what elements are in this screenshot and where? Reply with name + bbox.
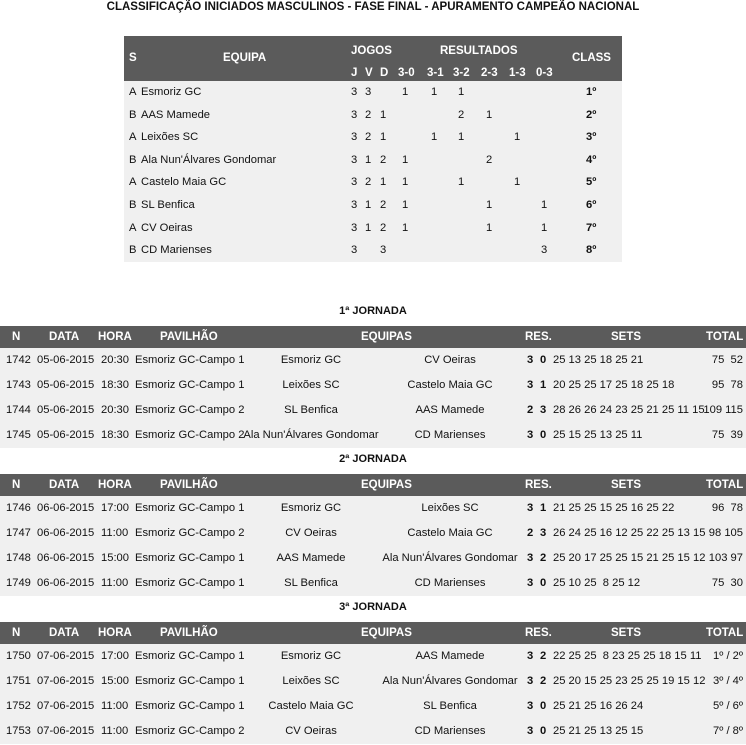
match-cell-hora: 11:00 <box>101 700 129 712</box>
col-equipa: EQUIPA <box>223 52 267 64</box>
match-cell-hora: 11:00 <box>101 577 129 589</box>
match-cell-ra: 3 <box>540 404 547 416</box>
standings-cell-r30: 1 <box>402 176 409 189</box>
col-3-1: 3-1 <box>427 67 444 79</box>
standings-cell-r30: 1 <box>402 221 409 234</box>
match-row <box>0 398 746 423</box>
standings-cell-class: 5º <box>586 176 597 189</box>
match-cell-rh: 2 <box>527 527 534 539</box>
match-cell-n: 1750 <box>6 650 31 662</box>
match-row <box>0 571 746 596</box>
match-cell-sets: 25 20 17 25 25 15 21 25 15 12 <box>553 552 706 564</box>
match-cell-n: 1749 <box>6 577 31 589</box>
match-cell-hora: 20:30 <box>101 404 129 416</box>
standings-cell-d: 3 <box>380 244 387 257</box>
match-cell-data: 06-06-2015 <box>37 552 95 564</box>
match-cell-sets: 28 26 26 24 23 25 21 25 11 15 <box>553 404 705 416</box>
match-cell-hora: 17:00 <box>101 502 129 514</box>
match-cell-pavilhao: Esmoriz GC-Campo 1 <box>135 700 245 712</box>
match-cell-data: 06-06-2015 <box>37 502 95 514</box>
standings-cell-equipa: SL Benfica <box>141 198 195 211</box>
col-data: DATA <box>49 331 80 343</box>
standings-cell-class: 6º <box>586 198 597 211</box>
standings-cell-r03: 1 <box>541 198 548 211</box>
match-cell-rh: 3 <box>527 650 534 662</box>
col-n: N <box>12 479 21 491</box>
match-cell-home: CV Oeiras <box>285 725 337 737</box>
col-total: TOTAL <box>706 479 744 491</box>
match-cell-total: 98 105 <box>708 527 743 539</box>
col-sets: SETS <box>611 627 642 639</box>
match-cell-home: AAS Mamede <box>276 552 346 564</box>
match-cell-sets: 21 25 25 15 25 16 25 22 <box>553 502 675 514</box>
col-0-3: 0-3 <box>536 67 553 79</box>
match-cell-away: CD Marienses <box>414 429 486 441</box>
standings-cell-j: 3 <box>351 221 358 234</box>
match-cell-ra: 0 <box>540 725 547 737</box>
match-cell-total: 103 97 <box>708 552 743 564</box>
standings-cell-equipa: Ala Nun'Álvares Gondomar <box>141 153 277 166</box>
page-title: CLASSIFICAÇÃO INICIADOS MASCULINOS - FASE FINAL - APURAMENTO CAMPEÃO NACIONAL <box>106 1 640 13</box>
match-cell-n: 1753 <box>6 725 31 737</box>
match-cell-home: Esmoriz GC <box>280 354 342 366</box>
match-cell-n: 1745 <box>6 429 31 441</box>
standings-row <box>124 126 622 149</box>
match-cell-rh: 3 <box>527 700 534 712</box>
match-cell-away: CD Marienses <box>414 577 486 589</box>
col-equipas: EQUIPAS <box>361 479 412 491</box>
match-cell-rh: 3 <box>527 577 534 589</box>
jornada-title: 1ª JORNADA <box>339 305 407 317</box>
match-cell-hora: 18:30 <box>101 379 129 391</box>
standings-header <box>124 36 622 81</box>
col-pavilhao: PAVILHÃO <box>160 331 218 343</box>
standings-cell-class: 1º <box>586 86 597 98</box>
match-cell-pavilhao: Esmoriz GC-Campo 1 <box>135 354 245 366</box>
col-total: TOTAL <box>706 627 744 639</box>
match-cell-ra: 1 <box>540 379 547 391</box>
match-cell-data: 05-06-2015 <box>37 354 95 366</box>
col-3-0: 3-0 <box>398 67 415 79</box>
match-cell-ra: 0 <box>540 577 547 589</box>
standings-cell-d: 1 <box>380 176 387 189</box>
matches-header <box>0 326 746 348</box>
standings-cell-d: 1 <box>380 108 387 121</box>
standings-cell-class: 7º <box>586 221 597 234</box>
col-n: N <box>12 331 21 343</box>
match-row <box>0 348 746 373</box>
standings-cell-equipa: Esmoriz GC <box>141 86 202 98</box>
standings-cell-j: 3 <box>351 86 358 98</box>
match-cell-ra: 0 <box>540 429 547 441</box>
match-cell-total: 95 78 <box>711 379 743 391</box>
match-row <box>0 521 746 546</box>
match-cell-sets: 25 21 25 13 25 15 <box>553 725 644 737</box>
col-equipas: EQUIPAS <box>361 331 412 343</box>
match-cell-away: Ala Nun'Álvares Gondomar <box>382 675 518 687</box>
match-row <box>0 373 746 398</box>
match-cell-home: SL Benfica <box>284 577 338 589</box>
match-cell-n: 1752 <box>6 700 31 712</box>
match-cell-pavilhao: Esmoriz GC-Campo 2 <box>135 404 245 416</box>
standings-row <box>124 217 622 240</box>
standings-cell-r31: 1 <box>431 86 438 98</box>
standings-cell-j: 3 <box>351 108 358 121</box>
match-cell-n: 1742 <box>6 354 31 366</box>
standings-cell-s: A <box>129 221 137 234</box>
match-cell-rh: 3 <box>527 429 534 441</box>
standings-cell-r31: 1 <box>431 131 438 144</box>
match-cell-total: 1º / 2º <box>713 650 743 662</box>
col-jogos: JOGOS <box>351 45 392 57</box>
col-equipas: EQUIPAS <box>361 627 412 639</box>
standings-cell-v: 1 <box>365 198 372 211</box>
match-cell-home: Leixões SC <box>282 379 340 391</box>
match-cell-total: 109 115 <box>703 404 743 416</box>
standings-cell-s: B <box>129 153 137 166</box>
standings-cell-r23: 1 <box>486 221 493 234</box>
standings-row <box>124 81 622 104</box>
match-cell-n: 1748 <box>6 552 31 564</box>
match-row <box>0 546 746 571</box>
standings-cell-v: 1 <box>365 221 372 234</box>
match-cell-away: Castelo Maia GC <box>407 527 493 539</box>
match-cell-pavilhao: Esmoriz GC-Campo 2 <box>135 429 245 441</box>
col-data: DATA <box>49 479 80 491</box>
match-cell-n: 1746 <box>6 502 31 514</box>
col-hora: HORA <box>98 627 132 639</box>
match-cell-away: Ala Nun'Álvares Gondomar <box>382 552 518 564</box>
standings-cell-r32: 1 <box>458 131 465 144</box>
col-sets: SETS <box>611 331 642 343</box>
standings-cell-s: A <box>129 176 137 189</box>
match-cell-pavilhao: Esmoriz GC-Campo 1 <box>135 379 245 391</box>
col-data: DATA <box>49 627 80 639</box>
match-cell-n: 1743 <box>6 379 31 391</box>
match-cell-away: AAS Mamede <box>415 650 485 662</box>
match-row <box>0 423 746 448</box>
standings-cell-v: 1 <box>365 153 372 166</box>
col-res: RES. <box>525 479 552 491</box>
standings-row <box>124 171 622 194</box>
standings-row <box>124 149 622 172</box>
match-row <box>0 669 746 694</box>
jornada-title: 2ª JORNADA <box>339 453 407 465</box>
match-cell-pavilhao: Esmoriz GC-Campo 1 <box>135 552 245 564</box>
standings-cell-r13: 1 <box>514 131 521 144</box>
col-d: D <box>380 67 389 79</box>
match-cell-total: 5º / 6º <box>713 700 743 712</box>
col-j: J <box>351 67 358 79</box>
col-pavilhao: PAVILHÃO <box>160 479 218 491</box>
standings-cell-s: B <box>129 108 137 121</box>
standings-row <box>124 104 622 127</box>
match-cell-total: 96 78 <box>711 502 743 514</box>
match-cell-sets: 25 20 15 25 23 25 25 19 15 12 <box>553 675 706 687</box>
standings-cell-equipa: CV Oeiras <box>141 221 193 234</box>
match-cell-away: SL Benfica <box>423 700 477 712</box>
col-3-2: 3-2 <box>453 67 470 79</box>
match-cell-ra: 2 <box>540 650 547 662</box>
standings-cell-r23: 2 <box>486 153 493 166</box>
standings-cell-r32: 1 <box>458 176 465 189</box>
standings-cell-j: 3 <box>351 244 358 257</box>
match-cell-data: 05-06-2015 <box>37 404 95 416</box>
match-cell-data: 06-06-2015 <box>37 527 95 539</box>
match-cell-pavilhao: Esmoriz GC-Campo 1 <box>135 502 245 514</box>
match-cell-rh: 3 <box>527 502 534 514</box>
match-cell-sets: 22 25 25 8 23 25 25 18 15 11 <box>553 650 702 662</box>
match-cell-home: Esmoriz GC <box>280 502 342 514</box>
match-cell-ra: 1 <box>540 502 547 514</box>
match-row <box>0 644 746 669</box>
match-cell-total: 75 39 <box>711 429 743 441</box>
standings-cell-d: 2 <box>380 198 387 211</box>
match-cell-n: 1751 <box>6 675 31 687</box>
col-n: N <box>12 627 21 639</box>
standings-table <box>124 36 622 262</box>
col-class: CLASS <box>572 52 611 64</box>
match-cell-data: 07-06-2015 <box>37 725 95 737</box>
standings-cell-v: 2 <box>365 131 372 144</box>
standings-cell-s: A <box>129 86 137 98</box>
match-cell-total: 75 52 <box>711 354 743 366</box>
match-cell-ra: 2 <box>540 552 547 564</box>
match-cell-data: 05-06-2015 <box>37 429 95 441</box>
match-cell-away: Castelo Maia GC <box>407 379 493 391</box>
standings-cell-class: 2º <box>586 108 597 121</box>
col-resultados: RESULTADOS <box>440 45 518 57</box>
match-cell-home: CV Oeiras <box>285 527 337 539</box>
match-cell-data: 05-06-2015 <box>37 379 95 391</box>
match-cell-ra: 0 <box>540 700 547 712</box>
match-cell-home: Castelo Maia GC <box>268 700 354 712</box>
standings-cell-d: 2 <box>380 221 387 234</box>
standings-cell-equipa: AAS Mamede <box>141 108 211 121</box>
matches-header <box>0 622 746 644</box>
match-cell-rh: 2 <box>527 404 534 416</box>
standings-cell-r23: 1 <box>486 108 493 121</box>
match-cell-data: 07-06-2015 <box>37 650 95 662</box>
match-cell-away: CD Marienses <box>414 725 486 737</box>
match-cell-pavilhao: Esmoriz GC-Campo 2 <box>135 725 245 737</box>
match-cell-sets: 20 25 25 17 25 18 25 18 <box>553 379 675 391</box>
standings-cell-v: 2 <box>365 108 372 121</box>
match-cell-away: AAS Mamede <box>415 404 485 416</box>
standings-cell-s: A <box>129 131 137 144</box>
match-cell-rh: 3 <box>527 379 534 391</box>
col-total: TOTAL <box>706 331 744 343</box>
standings-cell-d: 1 <box>380 131 387 144</box>
standings-cell-class: 4º <box>586 153 597 166</box>
standings-cell-j: 3 <box>351 198 358 211</box>
match-cell-sets: 26 24 25 16 12 25 22 25 13 15 <box>553 527 706 539</box>
match-cell-hora: 15:00 <box>101 552 129 564</box>
standings-cell-r30: 1 <box>402 86 409 98</box>
standings-row <box>124 194 622 217</box>
standings-cell-v: 3 <box>365 86 372 98</box>
match-cell-pavilhao: Esmoriz GC-Campo 1 <box>135 577 245 589</box>
matches-header <box>0 474 746 496</box>
match-cell-hora: 11:00 <box>101 725 129 737</box>
standings-cell-s: B <box>129 244 137 257</box>
match-cell-rh: 3 <box>527 725 534 737</box>
standings-cell-r23: 1 <box>486 198 493 211</box>
match-cell-ra: 0 <box>540 354 547 366</box>
match-cell-data: 07-06-2015 <box>37 675 95 687</box>
match-cell-total: 7º / 8º <box>713 725 743 737</box>
standings-cell-equipa: CD Marienses <box>141 244 212 257</box>
match-cell-sets: 25 15 25 13 25 11 <box>553 429 643 441</box>
standings-cell-v: 2 <box>365 176 372 189</box>
match-cell-total: 75 30 <box>711 577 743 589</box>
standings-cell-j: 3 <box>351 176 358 189</box>
match-cell-hora: 20:30 <box>101 354 129 366</box>
jornada-title: 3ª JORNADA <box>339 601 407 613</box>
standings-cell-r30: 1 <box>402 153 409 166</box>
match-cell-home: Leixões SC <box>282 675 340 687</box>
col-hora: HORA <box>98 479 132 491</box>
match-cell-pavilhao: Esmoriz GC-Campo 1 <box>135 650 245 662</box>
col-v: V <box>365 67 373 79</box>
standings-cell-r30: 1 <box>402 198 409 211</box>
match-cell-total: 3º / 4º <box>713 675 743 687</box>
standings-cell-equipa: Leixões SC <box>141 131 199 144</box>
col-1-3: 1-3 <box>509 67 526 79</box>
match-cell-sets: 25 10 25 8 25 12 <box>553 577 641 589</box>
standings-cell-j: 3 <box>351 131 358 144</box>
col-res: RES. <box>525 331 552 343</box>
standings-cell-r13: 1 <box>514 176 521 189</box>
standings-cell-r03: 3 <box>541 244 548 257</box>
col-pavilhao: PAVILHÃO <box>160 627 218 639</box>
match-row <box>0 694 746 719</box>
standings-cell-r03: 1 <box>541 221 548 234</box>
match-cell-hora: 17:00 <box>101 650 129 662</box>
match-cell-n: 1747 <box>6 527 31 539</box>
match-cell-rh: 3 <box>527 552 534 564</box>
match-cell-data: 06-06-2015 <box>37 577 95 589</box>
col-s: S <box>129 52 137 64</box>
col-res: RES. <box>525 627 552 639</box>
match-cell-hora: 18:30 <box>101 429 129 441</box>
match-cell-away: Leixões SC <box>421 502 479 514</box>
standings-cell-j: 3 <box>351 153 358 166</box>
match-cell-away: CV Oeiras <box>424 354 476 366</box>
match-row <box>0 719 746 744</box>
standings-cell-d: 2 <box>380 153 387 166</box>
match-cell-home: Ala Nun'Álvares Gondomar <box>243 429 379 441</box>
standings-body <box>124 81 622 262</box>
match-cell-rh: 3 <box>527 354 534 366</box>
standings-cell-r32: 2 <box>458 108 465 121</box>
match-cell-data: 07-06-2015 <box>37 700 95 712</box>
match-row <box>0 496 746 521</box>
match-cell-ra: 2 <box>540 675 547 687</box>
col-sets: SETS <box>611 479 642 491</box>
match-cell-ra: 3 <box>540 527 547 539</box>
standings-cell-s: B <box>129 198 137 211</box>
col-2-3: 2-3 <box>481 67 498 79</box>
match-cell-sets: 25 21 25 16 26 24 <box>553 700 644 712</box>
match-cell-sets: 25 13 25 18 25 21 <box>553 354 644 366</box>
match-cell-rh: 3 <box>527 675 534 687</box>
match-cell-hora: 11:00 <box>101 527 129 539</box>
standings-cell-class: 8º <box>586 244 597 257</box>
match-cell-hora: 15:00 <box>101 675 129 687</box>
match-cell-home: SL Benfica <box>284 404 338 416</box>
col-hora: HORA <box>98 331 132 343</box>
standings-cell-equipa: Castelo Maia GC <box>141 176 227 189</box>
standings-cell-r32: 1 <box>458 86 465 98</box>
match-cell-pavilhao: Esmoriz GC-Campo 2 <box>135 527 245 539</box>
standings-row <box>124 239 622 262</box>
match-cell-n: 1744 <box>6 404 31 416</box>
match-cell-pavilhao: Esmoriz GC-Campo 1 <box>135 675 245 687</box>
match-cell-home: Esmoriz GC <box>280 650 342 662</box>
standings-cell-class: 3º <box>586 131 597 144</box>
